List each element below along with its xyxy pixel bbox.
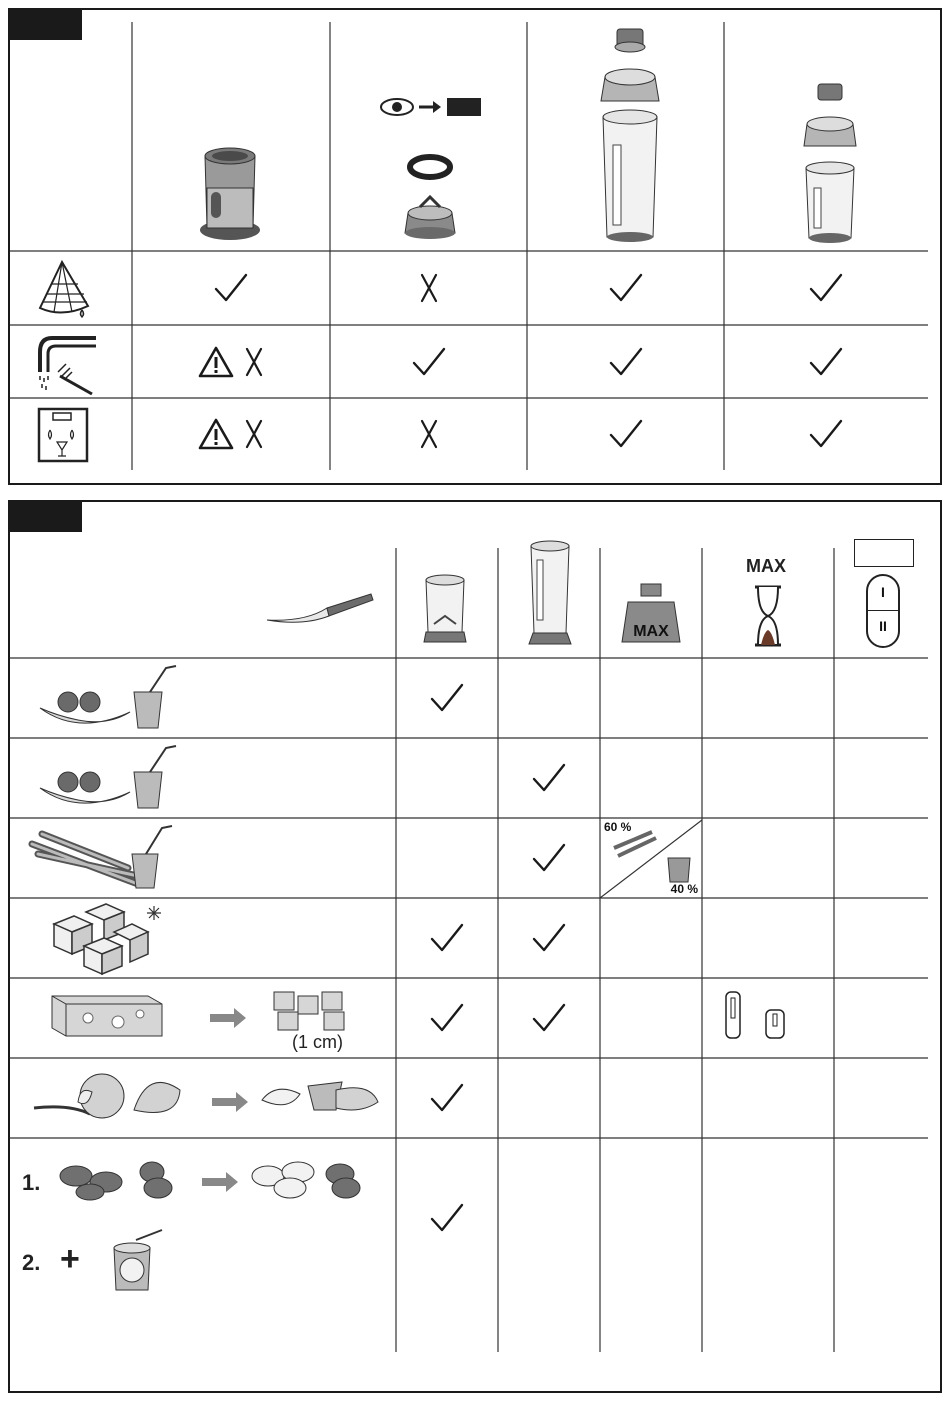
check-icon xyxy=(132,251,330,325)
check-icon xyxy=(498,818,600,898)
max-weight-icon xyxy=(620,580,682,646)
check-icon xyxy=(498,738,600,818)
check-icon xyxy=(527,251,724,325)
warning-cross-icon xyxy=(132,325,330,398)
cross-icon xyxy=(330,251,527,325)
check-icon xyxy=(396,1058,498,1138)
check-icon xyxy=(724,251,928,325)
switch-blank-box xyxy=(854,539,914,567)
fruit-smoothie-icon xyxy=(38,664,188,736)
dishwasher-basket-icon xyxy=(32,258,94,320)
check-icon xyxy=(527,325,724,398)
large-bottle-header-icon xyxy=(525,538,575,648)
check-icon xyxy=(330,325,527,398)
switch-mark-1: I xyxy=(881,584,885,600)
check-icon xyxy=(498,978,600,1058)
check-icon xyxy=(396,898,498,978)
vegetable-juice-icon xyxy=(28,824,188,894)
check-icon xyxy=(396,1138,498,1298)
check-icon xyxy=(724,325,928,398)
switch-mark-2: II xyxy=(879,618,887,634)
rinse-brush-icon xyxy=(34,332,98,396)
check-icon xyxy=(396,658,498,738)
small-container-header-icon xyxy=(420,572,470,647)
ice-cubes-icon xyxy=(48,902,168,976)
ratio-bottom-label: 40 % xyxy=(670,882,698,896)
nuts-step-1-icon xyxy=(54,1154,384,1204)
check-icon xyxy=(527,398,724,470)
plus-label: + xyxy=(60,1240,80,1278)
small-container-icon xyxy=(800,82,860,247)
cube-size-label: (1 cm) xyxy=(292,1032,343,1052)
warning-cross-icon xyxy=(132,398,330,470)
time-max-label: MAX xyxy=(746,556,786,576)
dishwasher-icon xyxy=(36,406,92,466)
pulse-switch-icon xyxy=(722,990,792,1042)
check-icon xyxy=(498,898,600,978)
cleaning-table-panel xyxy=(8,8,942,485)
processing-table-panel xyxy=(8,500,942,1393)
step-1-label: 1. xyxy=(22,1170,41,1195)
check-icon xyxy=(724,398,928,470)
large-bottle-icon xyxy=(595,25,665,245)
fill-ratio-cell xyxy=(600,818,702,898)
nuts-in-container-icon xyxy=(106,1226,170,1296)
speed-switch-icon xyxy=(866,574,900,648)
ratio-top-label: 60 % xyxy=(604,820,632,834)
check-icon xyxy=(396,978,498,1058)
step-2-label: 2. xyxy=(22,1250,41,1275)
cross-icon xyxy=(330,398,527,470)
weight-max-label: MAX xyxy=(633,623,669,640)
onions-chopped-icon xyxy=(30,1064,390,1136)
hourglass-icon xyxy=(752,584,784,648)
blade-unit-icon xyxy=(375,95,485,245)
knife-icon xyxy=(265,590,375,630)
fruit-smoothie-icon xyxy=(38,744,188,816)
motor-unit-icon xyxy=(195,138,265,243)
